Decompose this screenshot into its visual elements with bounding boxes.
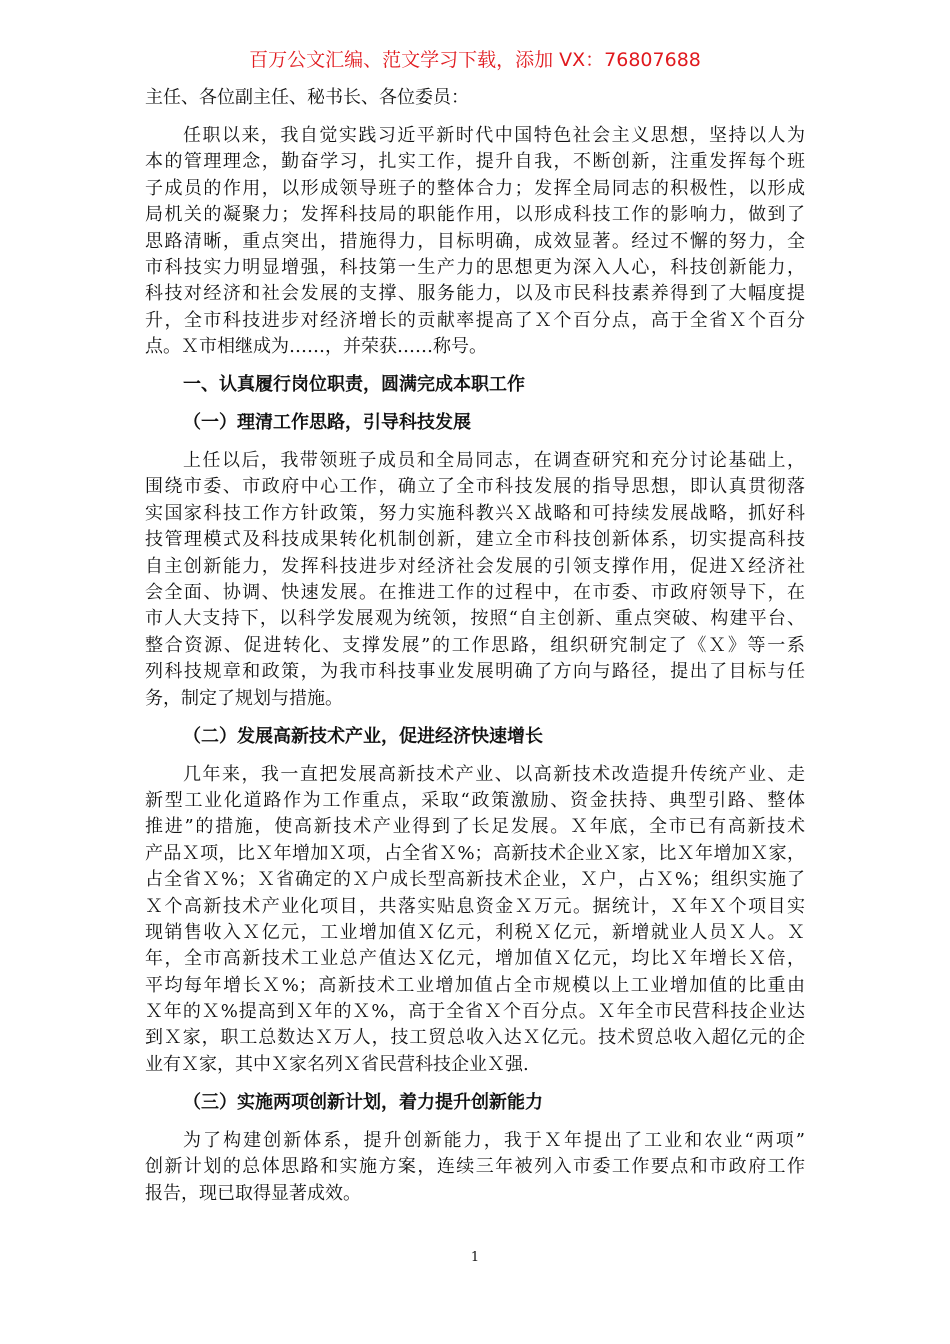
text-line: 一、认真履行岗位职责，圆满完成本职工作 [183,374,525,396]
text-line: 业有Ｘ家，其中Ｘ家名列Ｘ省民营科技企业Ｘ强. [145,1053,529,1075]
section-heading [145,724,805,750]
text-line: 子成员的作用，以形成领导班子的整体合力；发挥全局同志的积极性，以形成 [145,177,805,199]
text-line: 科技对经济和社会发展的支撑、服务能力，以及市民科技素养得到了大幅度提 [145,283,805,305]
text-line: 点。Ｘ市相继成为……，并荣获……称号。 [145,336,487,358]
paragraph [145,762,805,1079]
text-line: 为了构建创新体系，提升创新能力，我于Ｘ年提出了工业和农业“两项” [183,1129,805,1151]
page-number: 1 [470,1250,480,1265]
text-line: （三）实施两项创新计划，着力提升创新能力 [183,1091,543,1113]
text-line: 占全省Ｘ%；Ｘ省确定的Ｘ户成长型高新技术企业，Ｘ户，占Ｘ%；组织实施了 [145,869,805,891]
text-line: 平均每年增长Ｘ%；高新技术工业增加值占全市规模以上工业增加值的比重由 [145,974,805,996]
text-line: 上任以后，我带领班子成员和全局同志，在调查研究和充分讨论基础上， [183,450,805,472]
text-line: 局机关的凝聚力；发挥科技局的职能作用，以形成科技工作的影响力，做到了 [145,204,805,226]
text-line: 几年来，我一直把发展高新技术产业、以高新技术改造提升传统产业、走 [183,763,805,785]
text-line: 会全面、协调、快速发展。在推进工作的过程中，在市委、市政府领导下，在 [145,582,805,604]
text-line: 思路清晰，重点突出，措施得力，目标明确，成效显著。经过不懈的努力，全 [145,230,805,252]
text-line: 主任、各位副主任、秘书长、各位委员： [145,87,469,108]
text-line: 新型工业化道路作为工作重点，采取“政策激励、资金扶持、典型引路、整体 [145,789,805,811]
text-line: 技管理模式及科技成果转化机制创新，建立全市科技创新体系，切实提高科技 [145,529,805,551]
document-body [145,85,805,1207]
text-line: 务，制定了规划与措施。 [145,687,343,709]
text-line: 现销售收入Ｘ亿元，工业增加值Ｘ亿元，利税Ｘ亿元，新增就业人员Ｘ人。Ｘ [145,921,805,943]
text-line: （二）发展高新技术产业，促进经济快速增长 [183,725,543,747]
watermark-banner: 百万公文汇编、范文学习下载，添加 VX：76807688 [249,49,701,71]
paragraph [145,448,805,712]
text-line: 推进”的措施，使高新技术产业得到了长足发展。Ｘ年底，全市已有高新技术 [145,816,805,838]
text-line: 自主创新能力，发挥科技进步对经济社会发展的引领支撑作用，促进Ｘ经济社 [145,555,805,577]
salutation [145,85,805,111]
section-heading [145,1090,805,1116]
text-line: 创新计划的总体思路和实施方案，连续三年被列入市委工作要点和市政府工作 [145,1156,805,1178]
text-line: 升，全市科技进步对经济增长的贡献率提高了Ｘ个百分点，高于全省Ｘ个百分 [145,309,805,331]
text-line: 整合资源、促进转化、支撑发展”的工作思路，组织研究制定了《Ｘ》等一系 [145,634,805,656]
text-line: 市人大支持下，以科学发展观为统领，按照“自主创新、重点突破、构建平台、 [145,608,805,630]
text-line: 本的管理理念，勤奋学习，扎实工作，提升自我，不断创新，注重发挥每个班 [145,151,805,173]
section-heading [145,372,805,398]
text-line: 报告，现已取得显著成效。 [145,1182,361,1204]
text-line: （一）理清工作思路，引导科技发展 [183,412,471,434]
text-line: 到Ｘ家，职工总数达Ｘ万人，技工贸总收入达Ｘ亿元。技术贸总收入超亿元的企 [145,1027,805,1049]
text-line: 市科技实力明显增强，科技第一生产力的思想更为深入人心，科技创新能力， [145,256,805,278]
text-line: 实国家科技工作方针政策，努力实施科教兴Ｘ战略和可持续发展战略，抓好科 [145,502,805,524]
text-line: Ｘ年的Ｘ%提高到Ｘ年的Ｘ%，高于全省Ｘ个百分点。Ｘ年全市民营科技企业达 [145,1001,805,1023]
text-line: 列科技规章和政策，为我市科技事业发展明确了方向与路径，提出了目标与任 [145,661,805,683]
text-line: 年，全市高新技术工业总产值达Ｘ亿元，增加值Ｘ亿元，均比Ｘ年增长Ｘ倍， [145,948,805,970]
paragraph [145,1128,805,1207]
text-line: Ｘ个高新技术产业化项目，共落实贴息资金Ｘ万元。据统计，Ｘ年Ｘ个项目实 [145,895,805,917]
paragraph [145,123,805,361]
text-line: 围绕市委、市政府中心工作，确立了全市科技发展的指导思想，即认真贯彻落 [145,476,805,498]
section-heading [145,410,805,436]
text-line: 任职以来，我自觉实践习近平新时代中国特色社会主义思想，坚持以人为 [183,124,805,146]
text-line: 产品Ｘ项，比Ｘ年增加Ｘ项，占全省Ｘ%；高新技术企业Ｘ家，比Ｘ年增加Ｘ家， [145,842,805,864]
